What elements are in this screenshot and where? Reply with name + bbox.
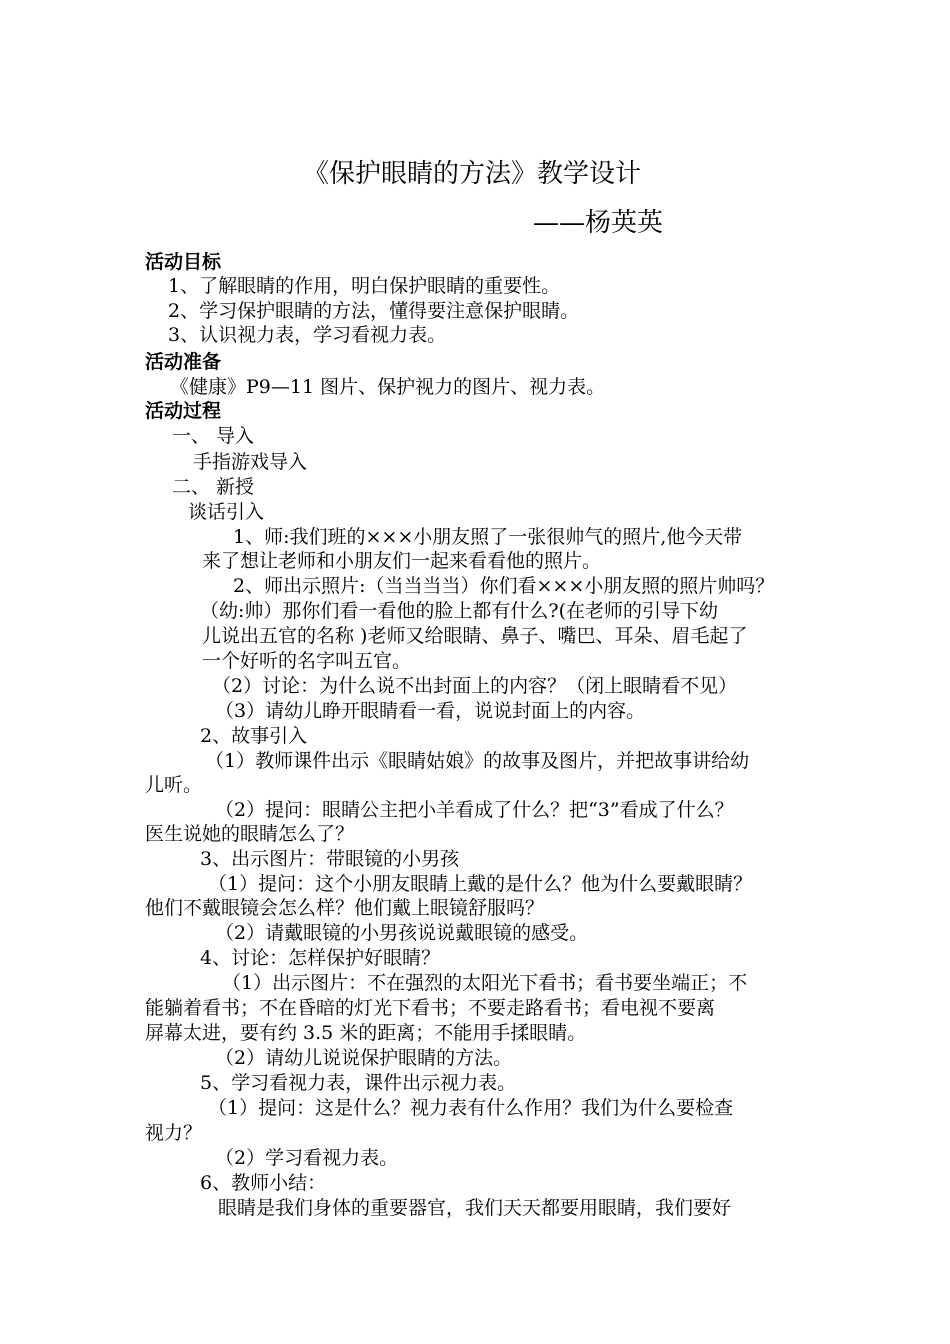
paragraph-line: 儿听。 — [145, 774, 203, 796]
step-text: 手指游戏导入 — [193, 451, 308, 473]
sub-heading: 6、教师小结： — [200, 1172, 327, 1194]
paragraph-line: （2）请戴眼镜的小男孩说说戴眼镜的感受。 — [215, 922, 589, 944]
paragraph-line: （2）请幼儿说说保护眼睛的方法。 — [215, 1047, 513, 1069]
goal-item: 2、学习保护眼睛的方法，懂得要注意保护眼睛。 — [168, 300, 580, 322]
paragraph-line: 1、师:我们班的×××小朋友照了一张很帅气的照片,他今天带 — [233, 526, 743, 548]
step-title: 一、 导入 — [172, 425, 255, 447]
goal-item: 1、了解眼睛的作用，明白保护眼睛的重要性。 — [168, 275, 561, 297]
paragraph-line: （2）学习看视力表。 — [215, 1147, 399, 1169]
paragraph-line: 能躺着看书；不在昏暗的灯光下看书；不要走路看书；看电视不要离 — [145, 997, 716, 1019]
prep-text: 《健康》P9—11 图片、保护视力的图片、视力表。 — [170, 376, 606, 398]
section-heading-goals: 活动目标 — [145, 251, 222, 273]
paragraph-line: 2、师出示照片:（当当当当）你们看×××小朋友照的照片帅吗？ — [233, 575, 775, 597]
paragraph-line: （1）提问：这是什么？视力表有什么作用？我们为什么要检查 — [208, 1097, 734, 1119]
sub-heading: 5、学习看视力表，课件出示视力表。 — [200, 1072, 517, 1094]
paragraph-line: 来了想让老师和小朋友们一起来看看他的照片。 — [202, 550, 602, 572]
sub-heading: 2、故事引入 — [200, 725, 308, 747]
document-title: 《保护眼睛的方法》教学设计 — [303, 159, 642, 189]
paragraph-line: 屏幕太进，要有约 3.5 米的距离；不能用手揉眼睛。 — [145, 1022, 587, 1044]
step-title: 二、 新授 — [172, 476, 255, 498]
paragraph-line: （幼:帅）那你们看一看他的脸上都有什么?(在老师的引导下幼 — [200, 600, 719, 622]
section-heading-prep: 活动准备 — [145, 351, 222, 373]
paragraph-line: 医生说她的眼睛怎么了？ — [145, 823, 355, 845]
paragraph-line: 他们不戴眼镜会怎么样？他们戴上眼镜舒服吗？ — [145, 897, 545, 919]
paragraph-line: （3）请幼儿睁开眼睛看一看，说说封面上的内容。 — [215, 700, 646, 722]
goal-item: 3、认识视力表，学习看视力表。 — [168, 324, 447, 346]
paragraph-line: 视力？ — [145, 1122, 203, 1144]
paragraph-line: （1）出示图片：不在强烈的太阳光下看书；看书要坐端正；不 — [222, 972, 748, 994]
paragraph-line: （1）提问：这个小朋友眼睛上戴的是什么？他为什么要戴眼睛？ — [208, 873, 753, 895]
paragraph-line: （2）讨论：为什么说不出封面上的内容？（闭上眼睛看不见） — [212, 675, 738, 697]
author-line: ——杨英英 — [533, 208, 664, 238]
sub-heading: 3、出示图片：带眼镜的小男孩 — [200, 848, 460, 870]
paragraph-line: 一个好听的名字叫五官。 — [202, 650, 412, 672]
paragraph-line: 儿说出五官的名称 )老师又给眼睛、鼻子、嘴巴、耳朵、眉毛起了 — [202, 625, 748, 647]
paragraph-line: 眼睛是我们身体的重要器官，我们天天都要用眼睛，我们要好 — [218, 1197, 732, 1219]
sub-heading: 4、讨论：怎样保护好眼睛？ — [200, 947, 441, 969]
sub-heading: 谈话引入 — [188, 501, 265, 523]
paragraph-line: （1）教师课件出示《眼睛姑娘》的故事及图片，并把故事讲给幼 — [205, 750, 750, 772]
section-heading-process: 活动过程 — [145, 400, 222, 422]
paragraph-line: （2）提问：眼睛公主把小羊看成了什么？把“3”看成了什么？ — [215, 799, 734, 821]
